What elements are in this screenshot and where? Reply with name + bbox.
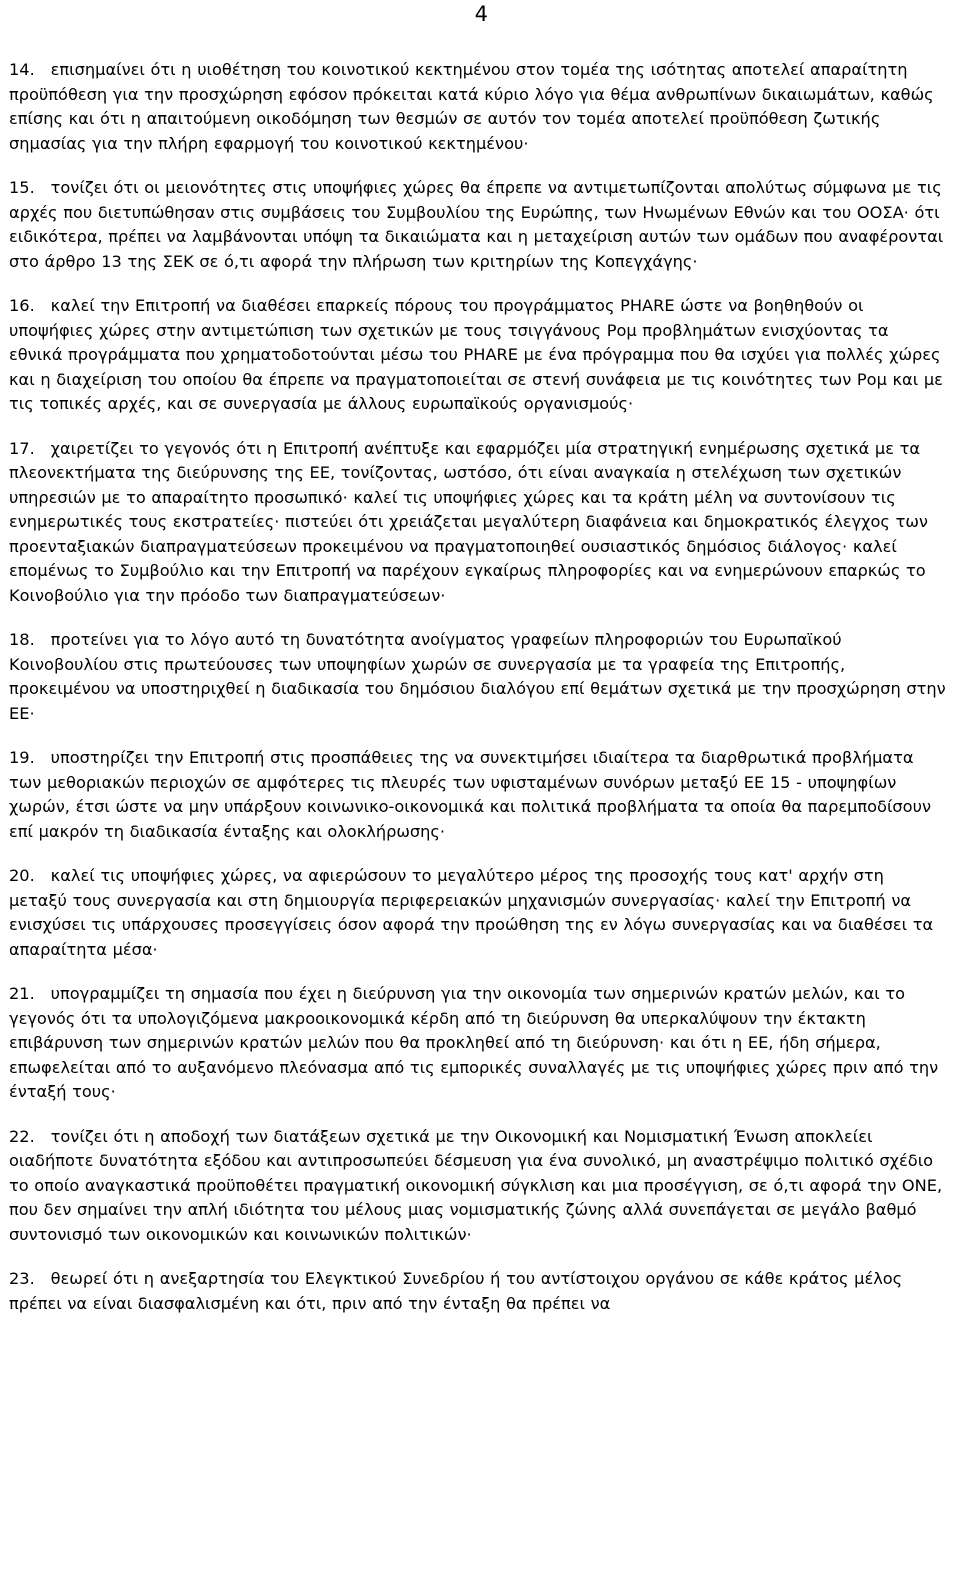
paragraph-number: 16. [9, 296, 35, 315]
paragraph-number: 18. [9, 630, 35, 649]
paragraph-text: καλεί την Επιτροπή να διαθέσει επαρκείς πόρους του προγράμματος PHARE ώστε να βοηθηθούν οι υποψήφιες χώρες στην αντιμετώπιση των σχετικών με τους τσιγγάνους Ρομ προβλημάτων ενισχύοντας τα εθνικά προγράμματα που χρηματοδοτούνται μέσω του PHARE με ένα πρόγραμμα που θα ισχύει για πολλές χώρες και η διαχείριση του οποίου θα έπρεπε να πραγματοποιείται σε στενή συνάφεια με τις κοινότητες των Ρομ και με τις τοπικές αρχές, και σε συνεργασία με άλλους ευρωπαϊκούς οργανισμούς· [9, 296, 943, 413]
paragraph-14 [9, 58, 947, 156]
document-body [9, 58, 947, 1336]
paragraph-number: 14. [9, 60, 35, 79]
paragraph-number: 22. [9, 1126, 35, 1146]
paragraph-number: 15. [9, 178, 35, 197]
paragraph-number: 17. [9, 438, 35, 458]
paragraph-18 [9, 628, 947, 726]
paragraph-17 [9, 437, 947, 609]
paragraph-text: τονίζει ότι οι μειονότητες στις υποψήφιες χώρες θα έπρεπε να αντιμετωπίζονται απολύτως σύμφωνα με τις αρχές που διετυπώθησαν στις συμβάσεις του Συμβουλίου της Ευρώπης, των Ηνωμένων Εθνών και του ΟΟΣΑ· ότι ειδικότερα, πρέπει να λαμβάνονται υπόψη τα δικαιώματα και η μεταχείριση αυτών των ομάδων που αναφέρονται στο άρθρο 13 της ΣΕΚ σε ό,τι αφορά την πλήρωση των κριτηρίων της Κοπεγχάγης· [9, 178, 944, 271]
paragraph-15 [9, 176, 947, 274]
paragraph-text: υποστηρίζει την Επιτροπή στις προσπάθειες της να συνεκτιμήσει ιδιαίτερα τα διαρθρωτικά προβλήματα των μεθοριακών περιοχών σε αμφότερες τις πλευρές των υφισταμένων συνόρων μεταξύ ΕΕ 15 - υποψηφίων χωρών, έτσι ώστε να μην υπάρξουν κοινωνικο-οικονομικά και πολιτικά προβλήματα τα οποία θα παρεμποδίσουν επί μακρόν τη διαδικασία ένταξης και ολοκλήρωσης· [9, 748, 931, 841]
paragraph-number: 23. [9, 1269, 35, 1288]
paragraph-text: υπογραμμίζει τη σημασία που έχει η διεύρυνση για την οικονομία των σημερινών κρατών μελών, και το γεγονός ότι τα υπολογιζόμενα μακροοικονομικά κέρδη από τη διεύρυνση θα υπερκαλύψουν την έκτακτη επιβάρυνση των σημερινών κρατών μελών που θα προκληθεί από τη διεύρυνση· και ότι η ΕΕ, ήδη σήμερα, επωφελείται από το αυξανόμενο πλεόνασμα από τις εμπορικές συναλλαγές με τις υποψήφιες χώρες πριν από την ένταξή τους· [9, 984, 939, 1101]
paragraph-number: 21. [9, 984, 35, 1003]
paragraph-19 [9, 746, 947, 844]
paragraph-text: τονίζει ότι η αποδοχή των διατάξεων σχετικά με την Οικονομική και Νομισματική Ένωση αποκλείει οιαδήποτε δυνατότητα εξόδου και αντιπροσωπεύει δέσμευση για ένα συνολικό, μη αναστρέψιμο πολιτικό σχέδιο το οποίο αναγκαστικά προϋποθέτει πραγματική οικονομική σύγκλιση και μια προσέγγιση, σε ό,τι αφορά την ΟΝΕ, που δεν σημαίνει την απλή ιδιότητα του μέλους μιας νομισματικής ζώνης αλλά συνεπάγεται σε μεγάλο βαθμό συντονισμό των οικονομικών και κοινωνικών πολιτικών· [9, 1126, 943, 1244]
paragraph-21 [9, 982, 947, 1105]
paragraph-text: επισημαίνει ότι η υιοθέτηση του κοινοτικού κεκτημένου στον τομέα της ισότητας αποτελεί απαραίτητη προϋπόθεση για την προσχώρηση εφόσον πρόκειται κατά κύριο λόγο για θέμα ανθρωπίνων δικαιωμάτων, καθώς επίσης και ότι η απαιτούμενη οικοδόμηση των θεσμών σε αυτόν τον τομέα αποτελεί προϋπόθεση ζωτικής σημασίας για την πλήρη εφαρμογή του κοινοτικού κεκτημένου· [9, 60, 934, 153]
paragraph-text: προτείνει για το λόγο αυτό τη δυνατότητα ανοίγματος γραφείων πληροφοριών του Ευρωπαϊκού Κοινοβουλίου στις πρωτεύουσες των υποψηφίων χωρών σε συνεργασία με τα γραφεία της Επιτροπής, προκειμένου να υποστηριχθεί η διαδικασία του δημόσιου διαλόγου επί θεμάτων σχετικά με την προσχώρηση στην ΕΕ· [9, 630, 946, 723]
page-number: 4 [474, 2, 488, 26]
paragraph-20 [9, 864, 947, 962]
paragraph-23 [9, 1267, 947, 1316]
paragraph-text: καλεί τις υποψήφιες χώρες, να αφιερώσουν το μεγαλύτερο μέρος της προσοχής τους κατ' αρχήν στη μεταξύ τους συνεργασία και στη δημιουργία περιφερειακών μηχανισμών συνεργασίας· καλεί την Επιτροπή να ενισχύσει τις υπάρχουσες προσεγγίσεις όσον αφορά την προώθηση της εν λόγω συνεργασίας και να διαθέσει τα απαραίτητα μέσα· [9, 866, 934, 959]
paragraph-22 [9, 1125, 947, 1248]
paragraph-16 [9, 294, 947, 417]
paragraph-number: 20. [9, 866, 35, 885]
paragraph-number: 19. [9, 748, 35, 767]
paragraph-text: θεωρεί ότι η ανεξαρτησία του Ελεγκτικού Συνεδρίου ή του αντίστοιχου οργάνου σε κάθε κράτος μέλος πρέπει να είναι διασφαλισμένη και ότι, πριν από την ένταξη θα πρέπει να [9, 1269, 903, 1313]
paragraph-text: χαιρετίζει το γεγονός ότι η Επιτροπή ανέπτυξε και εφαρμόζει μία στρατηγική ενημέρωσης σχετικά με τα πλεονεκτήματα της διεύρυνσης της ΕΕ, τονίζοντας, ωστόσο, ότι είναι αναγκαία η στελέχωση των σχετικών υπηρεσιών με το απαραίτητο προσωπικό· καλεί τις υποψήφιες χώρες και τα κράτη μέλη να συντονίσουν τις ενημερωτικές τους εκστρατείες· πιστεύει ότι χρειάζεται μεγαλύτερη διαφάνεια και δημοκρατικός έλεγχος των προενταξιακών διαπραγματεύσεων προκειμένου να πραγματοποιηθεί ουσιαστικός δημόσιος διάλογος· καλεί επομένως το Συμβούλιο και την Επιτροπή να παρέχουν εγκαίρως πληροφορίες και να ενημερώνουν επαρκώς το Κοινοβούλιο για την πρόοδο των διαπραγματεύσεων· [9, 438, 928, 605]
